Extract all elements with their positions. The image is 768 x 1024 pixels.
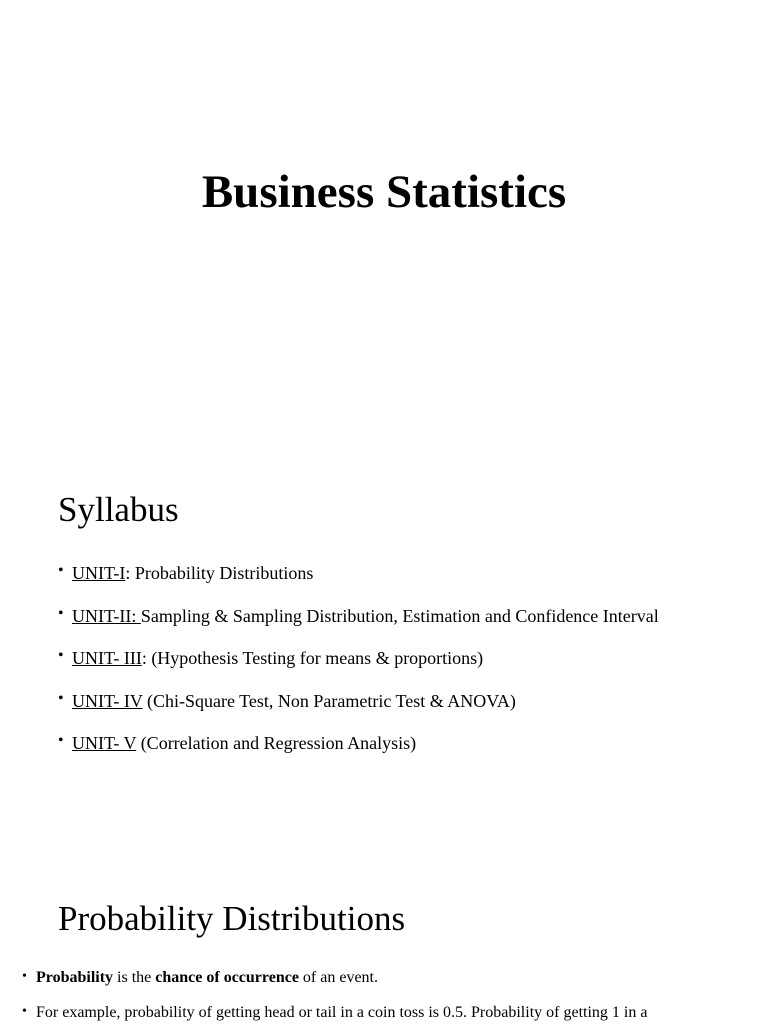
- syllabus-list: [58, 561, 758, 774]
- unit-label: UNIT-II:: [72, 605, 141, 626]
- bullet-icon: •: [58, 647, 64, 664]
- syllabus-heading: Syllabus: [58, 490, 179, 529]
- syllabus-item-unit-2: [58, 604, 758, 628]
- definition-text: is the: [113, 969, 156, 986]
- probability-definition-item: [22, 967, 762, 989]
- unit-label: UNIT- III: [72, 648, 142, 668]
- presentation-title: Business Statistics: [201, 166, 567, 218]
- probability-example-item: [22, 1002, 762, 1024]
- unit-description: : (Hypothesis Testing for means & proportions): [141, 648, 484, 668]
- bullet-icon: •: [58, 604, 64, 622]
- syllabus-item-unit-3: [58, 646, 758, 670]
- syllabus-item-unit-4: [58, 689, 758, 713]
- unit-label: UNIT- V: [72, 733, 137, 753]
- unit-description: : Probability Distributions: [125, 563, 314, 583]
- bullet-icon: •: [22, 1004, 27, 1019]
- syllabus-item-unit-1: [58, 561, 758, 585]
- bullet-icon: •: [58, 562, 64, 579]
- unit-description: (Correlation and Regression Analysis): [136, 733, 417, 753]
- title-slide: [0, 0, 768, 384]
- probability-slide: [0, 864, 768, 1024]
- unit-description: Sampling & Sampling Distribution, Estimation and Confidence Interval: [140, 605, 659, 626]
- definition-emphasis: chance of occurrence: [155, 969, 299, 986]
- probability-list: [22, 967, 762, 1024]
- syllabus-item-unit-5: [58, 731, 758, 755]
- probability-term: Probability: [36, 969, 114, 986]
- probability-heading: Probability Distributions: [58, 899, 406, 938]
- unit-label: UNIT- IV: [72, 690, 143, 711]
- example-text: For example, probability of getting head or tail in a coin toss is 0.5. Probability of getting 1 in a: [36, 1004, 648, 1021]
- bullet-icon: •: [58, 732, 64, 749]
- syllabus-slide: [0, 448, 768, 832]
- unit-label: UNIT-I: [72, 563, 126, 583]
- definition-text-end: of an event.: [298, 969, 378, 986]
- bullet-icon: •: [58, 689, 64, 707]
- unit-description: (Chi-Square Test, Non Parametric Test & ANOVA): [142, 690, 516, 711]
- bullet-icon: •: [22, 969, 27, 984]
